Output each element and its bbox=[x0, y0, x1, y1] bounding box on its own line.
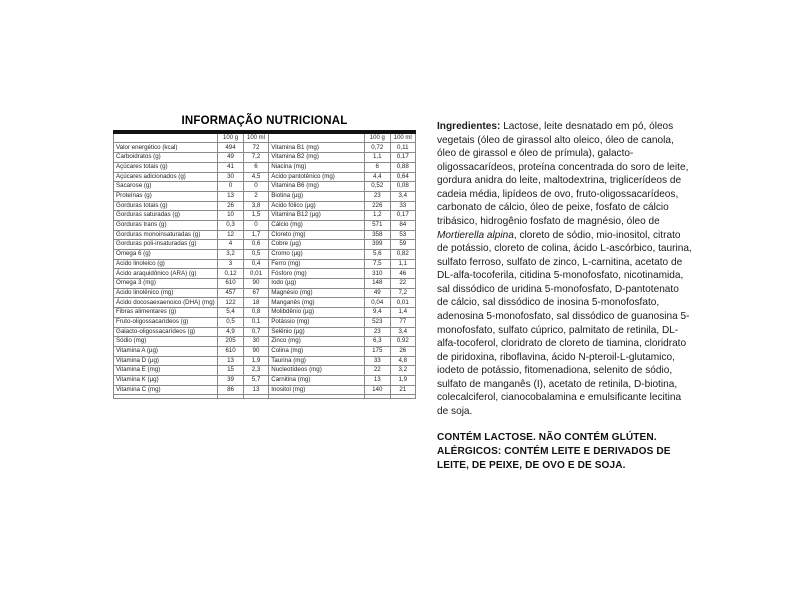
nutrient-name-right: Selênio (µg) bbox=[269, 327, 365, 337]
nutrient-value-right-100ml: 0,92 bbox=[390, 337, 415, 347]
nutrient-name-left: Gorduras trans (g) bbox=[114, 220, 218, 230]
header-left-100ml: 100 ml bbox=[243, 134, 268, 143]
table-row bbox=[114, 220, 416, 230]
nutrient-name-right: Carnitina (mg) bbox=[269, 375, 365, 385]
nutrient-name-left: Vitamina D (µg) bbox=[114, 356, 218, 366]
table-row bbox=[114, 337, 416, 347]
nutrient-name-right: Manganês (mg) bbox=[269, 298, 365, 308]
nutrient-value-left-100g: 0 bbox=[218, 182, 243, 192]
nutrient-value-right-100ml: 0,17 bbox=[390, 211, 415, 221]
nutrient-value-right-100g: 4,4 bbox=[365, 172, 390, 182]
nutrient-name-left: Vitamina C (mg) bbox=[114, 385, 218, 395]
nutrient-name-right: Fósforo (mg) bbox=[269, 269, 365, 279]
nutrient-value-left-100ml: 1,7 bbox=[243, 230, 268, 240]
nutrient-value-left-100ml: 0,5 bbox=[243, 250, 268, 260]
nutrient-value-left-100ml bbox=[243, 395, 268, 398]
nutrient-name-right: Niacina (mg) bbox=[269, 162, 365, 172]
nutrition-table-body bbox=[114, 143, 416, 398]
nutrient-value-right-100g: 13 bbox=[365, 375, 390, 385]
table-row bbox=[114, 395, 416, 398]
nutrient-value-right-100ml: 3,4 bbox=[390, 191, 415, 201]
nutrient-value-left-100ml: 90 bbox=[243, 279, 268, 289]
nutrient-value-right-100g: 1,1 bbox=[365, 153, 390, 163]
nutrient-name-left: Ácido linolênico (mg) bbox=[114, 288, 218, 298]
nutrient-name-right: Zinco (mg) bbox=[269, 337, 365, 347]
nutrient-value-right-100g: 310 bbox=[365, 269, 390, 279]
nutrient-value-right-100g: 22 bbox=[365, 366, 390, 376]
nutrient-name-left: Açúcares totais (g) bbox=[114, 162, 218, 172]
nutrient-value-left-100ml: 7,2 bbox=[243, 153, 268, 163]
nutrient-value-right-100g: 5,6 bbox=[365, 250, 390, 260]
nutrient-value-right-100g: 6,3 bbox=[365, 337, 390, 347]
allergen-line-1: CONTÉM LACTOSE. NÃO CONTÉM GLÚTEN. bbox=[437, 432, 657, 444]
table-row bbox=[114, 143, 416, 153]
nutrient-value-left-100g: 13 bbox=[218, 356, 243, 366]
table-row bbox=[114, 153, 416, 163]
nutrient-value-right-100ml: 1,4 bbox=[390, 308, 415, 318]
nutrient-name-left: Sódio (mg) bbox=[114, 337, 218, 347]
table-row bbox=[114, 279, 416, 289]
table-row bbox=[114, 308, 416, 318]
table-row bbox=[114, 250, 416, 260]
nutrient-value-right-100g: 0,52 bbox=[365, 182, 390, 192]
nutrient-value-right-100ml: 0,11 bbox=[390, 143, 415, 153]
nutrient-value-left-100ml: 4,5 bbox=[243, 172, 268, 182]
nutrient-value-left-100g: 0,5 bbox=[218, 317, 243, 327]
table-row bbox=[114, 356, 416, 366]
nutrient-name-right: Potássio (mg) bbox=[269, 317, 365, 327]
nutrient-value-right-100g: 358 bbox=[365, 230, 390, 240]
nutrient-value-right-100ml: 53 bbox=[390, 230, 415, 240]
nutrient-name-left: Vitamina A (µg) bbox=[114, 346, 218, 356]
nutrition-facts-panel bbox=[113, 114, 416, 399]
nutrient-value-left-100g: 12 bbox=[218, 230, 243, 240]
nutrient-name-right: Cromo (µg) bbox=[269, 250, 365, 260]
nutrient-name-right: Vitamina B6 (mg) bbox=[269, 182, 365, 192]
table-row bbox=[114, 201, 416, 211]
nutrient-name-right: Magnésio (mg) bbox=[269, 288, 365, 298]
nutrient-value-left-100g: 0,3 bbox=[218, 220, 243, 230]
nutrient-name-left: Gorduras monoinsaturadas (g) bbox=[114, 230, 218, 240]
nutrient-value-right-100ml: 26 bbox=[390, 346, 415, 356]
nutrient-name-left: Ácido araquidônico (ARA) (g) bbox=[114, 269, 218, 279]
nutrient-name-left: Ácido docosaexaenoico (DHA) (mg) bbox=[114, 298, 218, 308]
nutrient-name-right: Cloreto (mg) bbox=[269, 230, 365, 240]
nutrient-name-left: Ômega 3 (mg) bbox=[114, 279, 218, 289]
nutrient-value-left-100ml: 0,01 bbox=[243, 269, 268, 279]
nutrition-table bbox=[113, 134, 416, 399]
nutrient-name-left: Gorduras saturadas (g) bbox=[114, 211, 218, 221]
nutrient-value-left-100g: 26 bbox=[218, 201, 243, 211]
nutrient-name-right: Nucleotídeos (mg) bbox=[269, 366, 365, 376]
nutrient-value-right-100ml: 0,88 bbox=[390, 162, 415, 172]
nutrient-value-right-100ml: 33 bbox=[390, 201, 415, 211]
nutrient-value-right-100ml: 22 bbox=[390, 279, 415, 289]
nutrient-name-right: Ácido pantotênico (mg) bbox=[269, 172, 365, 182]
nutrient-value-right-100ml: 77 bbox=[390, 317, 415, 327]
table-row bbox=[114, 182, 416, 192]
table-row bbox=[114, 385, 416, 395]
header-blank-left bbox=[114, 134, 218, 143]
nutrient-value-left-100g: 86 bbox=[218, 385, 243, 395]
nutrient-name-left: Galacto-oligossacarídeos (g) bbox=[114, 327, 218, 337]
nutrient-value-left-100ml: 18 bbox=[243, 298, 268, 308]
nutrient-value-left-100ml: 0 bbox=[243, 220, 268, 230]
table-row bbox=[114, 230, 416, 240]
table-row bbox=[114, 327, 416, 337]
table-row bbox=[114, 240, 416, 250]
nutrient-value-right-100g: 23 bbox=[365, 327, 390, 337]
nutrient-value-right-100g bbox=[365, 395, 390, 398]
nutrient-name-right: Ácido fólico (µg) bbox=[269, 201, 365, 211]
ingredients-panel bbox=[437, 110, 692, 472]
nutrient-value-left-100ml: 3,8 bbox=[243, 201, 268, 211]
ingredients-text bbox=[437, 120, 692, 418]
nutrient-value-right-100g: 399 bbox=[365, 240, 390, 250]
nutrient-value-right-100g: 9,4 bbox=[365, 308, 390, 318]
nutrient-value-right-100ml: 46 bbox=[390, 269, 415, 279]
table-row bbox=[114, 191, 416, 201]
header-right-100g: 100 g bbox=[365, 134, 390, 143]
nutrient-name-right: Cobre (µg) bbox=[269, 240, 365, 250]
nutrient-name-right: Colina (mg) bbox=[269, 346, 365, 356]
table-row bbox=[114, 317, 416, 327]
nutrient-name-right: Cálcio (mg) bbox=[269, 220, 365, 230]
nutrient-value-left-100ml: 0,1 bbox=[243, 317, 268, 327]
nutrition-table-title: INFORMAÇÃO NUTRICIONAL bbox=[181, 115, 348, 127]
nutrient-name-left: Açúcares adicionados (g) bbox=[114, 172, 218, 182]
nutrient-value-right-100g: 175 bbox=[365, 346, 390, 356]
nutrient-name-left: Vitamina K (µg) bbox=[114, 375, 218, 385]
nutrient-value-right-100ml: 0,17 bbox=[390, 153, 415, 163]
nutrient-value-left-100g: 3,2 bbox=[218, 250, 243, 260]
nutrient-name-right: Ferro (mg) bbox=[269, 259, 365, 269]
nutrient-value-left-100ml: 0,7 bbox=[243, 327, 268, 337]
table-row bbox=[114, 346, 416, 356]
nutrient-value-right-100g: 148 bbox=[365, 279, 390, 289]
nutrient-value-left-100g: 4 bbox=[218, 240, 243, 250]
nutrient-value-left-100ml: 1,9 bbox=[243, 356, 268, 366]
nutrient-value-left-100g: 15 bbox=[218, 366, 243, 376]
nutrient-value-left-100ml: 0,4 bbox=[243, 259, 268, 269]
nutrient-value-right-100ml: 0,01 bbox=[390, 298, 415, 308]
nutrient-value-left-100g: 3 bbox=[218, 259, 243, 269]
nutrient-value-right-100g: 33 bbox=[365, 356, 390, 366]
nutrient-name-left: Gorduras totais (g) bbox=[114, 201, 218, 211]
nutrient-value-right-100ml: 1,1 bbox=[390, 259, 415, 269]
nutrient-value-right-100g: 6 bbox=[365, 162, 390, 172]
nutrient-value-left-100g: 4,9 bbox=[218, 327, 243, 337]
nutrient-value-left-100ml: 67 bbox=[243, 288, 268, 298]
nutrient-value-right-100g: 0,72 bbox=[365, 143, 390, 153]
nutrient-value-left-100ml: 90 bbox=[243, 346, 268, 356]
nutrient-value-right-100g: 571 bbox=[365, 220, 390, 230]
nutrient-value-right-100ml: 7,2 bbox=[390, 288, 415, 298]
table-row bbox=[114, 259, 416, 269]
nutrient-value-left-100ml: 5,7 bbox=[243, 375, 268, 385]
allergen-line-3: LEITE, DE PEIXE, DE OVO E DE SOJA. bbox=[437, 459, 626, 471]
nutrient-value-left-100ml: 0 bbox=[243, 182, 268, 192]
nutrient-name-right: Vitamina B2 (mg) bbox=[269, 153, 365, 163]
nutrient-name-right: Molibdênio (µg) bbox=[269, 308, 365, 318]
nutrient-value-left-100ml: 2,3 bbox=[243, 366, 268, 376]
nutrient-value-right-100g: 0,04 bbox=[365, 298, 390, 308]
nutrient-name-left: Proteínas (g) bbox=[114, 191, 218, 201]
nutrient-value-right-100ml: 1,9 bbox=[390, 375, 415, 385]
nutrient-value-right-100g: 7,5 bbox=[365, 259, 390, 269]
nutrient-name-right: Iodo (µg) bbox=[269, 279, 365, 289]
header-blank-right bbox=[269, 134, 365, 143]
nutrient-value-right-100ml bbox=[390, 395, 415, 398]
nutrient-value-left-100ml: 30 bbox=[243, 337, 268, 347]
nutrient-value-left-100g: 457 bbox=[218, 288, 243, 298]
table-row bbox=[114, 366, 416, 376]
table-row bbox=[114, 298, 416, 308]
nutrient-value-right-100g: 23 bbox=[365, 191, 390, 201]
nutrient-value-left-100ml: 1,5 bbox=[243, 211, 268, 221]
nutrient-name-right: Taurina (mg) bbox=[269, 356, 365, 366]
nutrient-name-left: Gorduras poli-insaturadas (g) bbox=[114, 240, 218, 250]
nutrient-value-left-100g: 494 bbox=[218, 143, 243, 153]
nutrient-value-left-100ml: 0,6 bbox=[243, 240, 268, 250]
nutrient-name-left: Carboidratos (g) bbox=[114, 153, 218, 163]
table-row bbox=[114, 288, 416, 298]
nutrient-value-right-100ml: 59 bbox=[390, 240, 415, 250]
nutrient-name-right: Vitamina B12 (µg) bbox=[269, 211, 365, 221]
allergen-warning bbox=[437, 431, 692, 472]
table-row bbox=[114, 375, 416, 385]
ingredients-text-part-1: Lactose, leite desnatado em pó, óleos vegetais (óleo de girassol alto oleico, óleo de canola, óleo de girassol e óleo de prímula), galacto-oligossacarídeos, proteína concentrada do soro de leite, gordura anidra do leite, maltodextrina, triglicerídeos de cadeia média, lipídeos de ovo, fruto-oligossacarídeos, carbonato de cálcio, óleo de peixe, fosfato de cálcio tribásico, hidrogênio fosfato de magnésio, óleo de bbox=[437, 121, 689, 228]
nutrient-value-right-100ml: 3,4 bbox=[390, 327, 415, 337]
header-left-100g: 100 g bbox=[218, 134, 243, 143]
allergen-line-2: ALÉRGICOS: CONTÉM LEITE E DERIVADOS DE bbox=[437, 445, 671, 457]
nutrient-value-right-100ml: 0,08 bbox=[390, 182, 415, 192]
nutrient-value-left-100g: 49 bbox=[218, 153, 243, 163]
table-row bbox=[114, 211, 416, 221]
nutrient-value-right-100ml: 4,8 bbox=[390, 356, 415, 366]
nutrient-value-left-100ml: 13 bbox=[243, 385, 268, 395]
nutrient-value-left-100g: 122 bbox=[218, 298, 243, 308]
ingredients-italic-species: Mortierella alpina bbox=[437, 229, 514, 241]
nutrient-value-left-100g: 5,4 bbox=[218, 308, 243, 318]
table-row bbox=[114, 269, 416, 279]
nutrient-value-left-100g: 0,12 bbox=[218, 269, 243, 279]
nutrient-name-left: Fibras alimentares (g) bbox=[114, 308, 218, 318]
nutrient-value-left-100g: 13 bbox=[218, 191, 243, 201]
nutrient-name-right: Vitamina B1 (mg) bbox=[269, 143, 365, 153]
nutrient-value-left-100ml: 72 bbox=[243, 143, 268, 153]
nutrient-value-left-100ml: 6 bbox=[243, 162, 268, 172]
nutrient-value-left-100g: 39 bbox=[218, 375, 243, 385]
nutrient-value-left-100g: 30 bbox=[218, 172, 243, 182]
nutrient-name-left: Vitamina E (mg) bbox=[114, 366, 218, 376]
nutrient-name-left: Ômega 6 (g) bbox=[114, 250, 218, 260]
table-row bbox=[114, 162, 416, 172]
nutrient-value-right-100g: 140 bbox=[365, 385, 390, 395]
nutrient-value-right-100g: 523 bbox=[365, 317, 390, 327]
nutrient-name-left: Ácido linoleico (g) bbox=[114, 259, 218, 269]
nutrient-value-right-100ml: 0,82 bbox=[390, 250, 415, 260]
nutrient-value-right-100ml: 21 bbox=[390, 385, 415, 395]
nutrient-value-right-100ml: 84 bbox=[390, 220, 415, 230]
nutrient-value-left-100g bbox=[218, 395, 243, 398]
ingredients-label: Ingredientes: bbox=[437, 121, 501, 133]
nutrient-name-right: Biotina (µg) bbox=[269, 191, 365, 201]
table-row bbox=[114, 172, 416, 182]
nutrient-value-right-100ml: 3,2 bbox=[390, 366, 415, 376]
ingredients-text-part-2: , cloreto de sódio, mio-inositol, citrato de potássio, cloreto de colina, ácido L-ascórbico, taurina, sulfato ferroso, sulfato de zinco, L-carnitina, acetato de DL-alfa-tocoferila, citidina 5-monofosfato, nicotinamida, sal dissódico de uridina 5-monofosfato, D-pantotenato de cálcio, sal dissódico de inosina 5-monofosfato, adenosina 5-monofosfato, sal dissódico de guanosina 5-monofosfato, sulfato cúprico, palmitato de retinila, DL-alfa-tocoferol, cloridrato de cloreto de tiamina, cloridrato de piridoxina, riboflavina, ácido N-pteroil-L-glutamico, iodeto de potássio, fitomenadiona, selenito de sódio, sulfato de manganês (I), acetato de retinila, D-biotina, colecalciferol, cianocobalamina e emulsificante lecitina de soja. bbox=[437, 229, 692, 417]
nutrient-value-right-100ml: 0,64 bbox=[390, 172, 415, 182]
nutrient-name-right: Inositol (mg) bbox=[269, 385, 365, 395]
nutrient-value-left-100g: 610 bbox=[218, 279, 243, 289]
nutrient-value-left-100g: 10 bbox=[218, 211, 243, 221]
nutrient-value-right-100g: 1,2 bbox=[365, 211, 390, 221]
nutrient-value-left-100g: 610 bbox=[218, 346, 243, 356]
header-right-100ml: 100 ml bbox=[390, 134, 415, 143]
nutrient-value-right-100g: 226 bbox=[365, 201, 390, 211]
nutrient-name-left bbox=[114, 395, 218, 398]
nutrient-name-right bbox=[269, 395, 365, 398]
nutrient-name-left: Sacarose (g) bbox=[114, 182, 218, 192]
nutrient-value-left-100ml: 0,8 bbox=[243, 308, 268, 318]
nutrient-name-left: Valor energético (kcal) bbox=[114, 143, 218, 153]
nutrient-name-left: Fruto-oligossacarídeos (g) bbox=[114, 317, 218, 327]
nutrient-value-right-100g: 49 bbox=[365, 288, 390, 298]
table-header-row bbox=[114, 134, 416, 143]
nutrient-value-left-100ml: 2 bbox=[243, 191, 268, 201]
nutrient-value-left-100g: 205 bbox=[218, 337, 243, 347]
nutrient-value-left-100g: 41 bbox=[218, 162, 243, 172]
